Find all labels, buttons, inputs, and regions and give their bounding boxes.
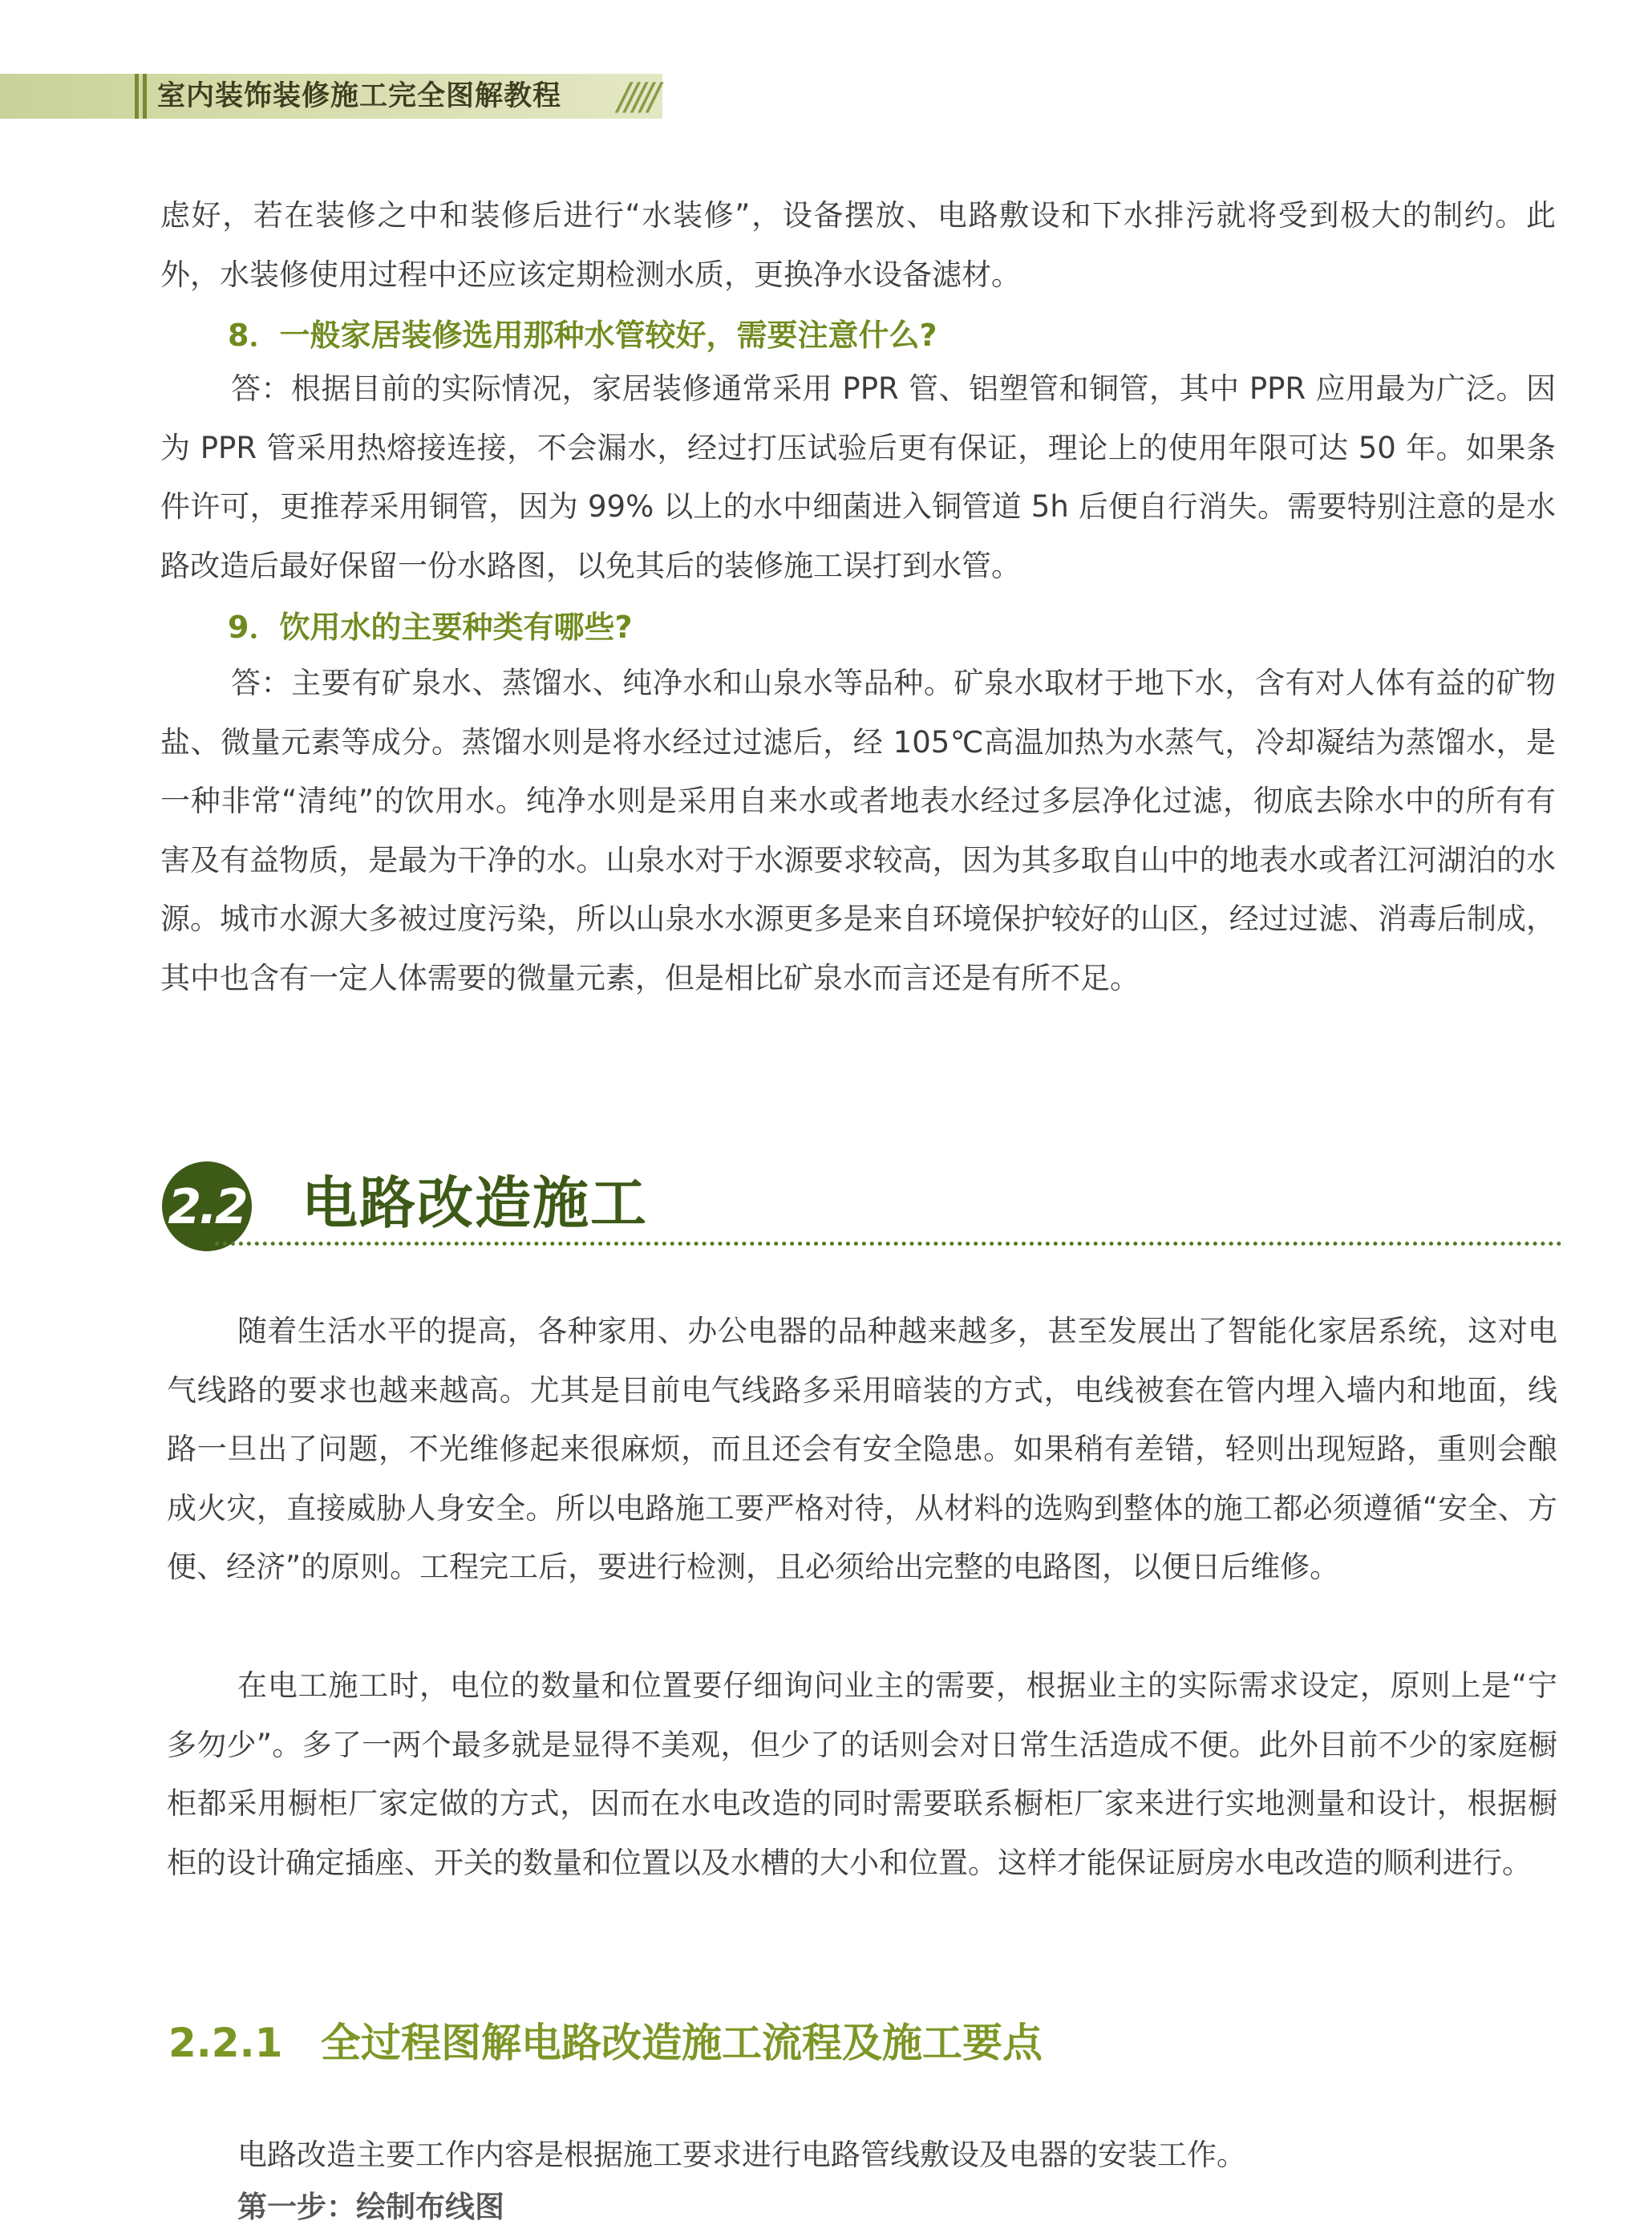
next-step-heading-partial: 第一步：绘制布线图 <box>237 2190 504 2224</box>
question-9-heading: 9．饮用水的主要种类有哪些? <box>228 610 633 645</box>
section-dotted-rule <box>215 1242 1562 1246</box>
section-title: 电路改造施工 <box>302 1170 648 1236</box>
intro-paragraph: 虑好，若在装修之中和装修后进行“水装修”，设备摆放、电路敷设和下水排污就将受到极大的制约。此外，水装修使用过程中还应该定期检测水质，更换净水设备滤材。 <box>160 198 1556 292</box>
header-divider <box>143 74 147 119</box>
section-number: 2.2 <box>168 1179 246 1235</box>
running-header-title: 室内装饰装修施工完全图解教程 <box>157 80 562 112</box>
question-8-heading: 8．一般家居装修选用那种水管较好，需要注意什么? <box>228 318 937 353</box>
header-slash-decoration: ///// <box>617 75 656 118</box>
question-9-answer: 答：主要有矿泉水、蒸馏水、纯净水和山泉水等品种。矿泉水取材于地下水，含有对人体有益的矿物盐、微量元素等成分。蒸馏水则是将水经过过滤后，经 105℃高温加热为水蒸气，冷却凝结为蒸馏水，是一种非常“清纯”的饮用水。纯净水则是采用自来水或者地表水经过多层净化过滤，彻底去除水中的所有有害及有益物质，是最为干净的水。山泉水对于水源要求较高，因为其多取自山中的地表水或者江河湖泊的水源。城市水源大多被过度污染，所以山泉水水源更多是来自环境保护较好的山区，经过过滤、消毒后制成，其中也含有一定人体需要的微量元素，但是相比矿泉水而言还是有所不足。 <box>160 666 1556 995</box>
subsection-title: 全过程图解电路改造施工流程及施工要点 <box>321 2020 1043 2066</box>
header-divider <box>135 74 139 119</box>
subsection-paragraph: 电路改造主要工作内容是根据施工要求进行电路管线敷设及电器的安装工作。 <box>237 2138 1246 2172</box>
question-8-answer: 答：根据目前的实际情况，家居装修通常采用 PPR 管、铝塑管和铜管，其中 PPR 应用最为广泛。因为 PPR 管采用热熔接连接，不会漏水，经过打压试验后更有保证，理论上的使用年限可达 50 年。如果条件许可，更推荐采用铜管，因为 99% 以上的水中细菌进入铜管道 5h 后便自行消失。需要特别注意的是水路改造后最好保留一份水路图，以免其后的装修施工误打到水管。 <box>160 371 1556 583</box>
section-paragraph-2: 在电工施工时，电位的数量和位置要仔细询问业主的需要，根据业主的实际需求设定，原则上是“宁多勿少”。多了一两个最多就是显得不美观，但少了的话则会对日常生活造成不便。此外目前不少的家庭橱柜都采用橱柜厂家定做的方式，因而在水电改造的同时需要联系橱柜厂家来进行实地测量和设计，根据橱柜的设计确定插座、开关的数量和位置以及水槽的大小和位置。这样才能保证厨房水电改造的顺利进行。 <box>167 1668 1557 1880</box>
section-paragraph-1: 随着生活水平的提高，各种家用、办公电器的品种越来越多，甚至发展出了智能化家居系统，这对电气线路的要求也越来越高。尤其是目前电气线路多采用暗装的方式，电线被套在管内埋入墙内和地面，线路一旦出了问题，不光维修起来很麻烦，而且还会有安全隐患。如果稍有差错，轻则出现短路，重则会酿成火灾，直接威胁人身安全。所以电路施工要严格对待，从材料的选购到整体的施工都必须遵循“安全、方便、经济”的原则。工程完工后，要进行检测，且必须给出完整的电路图，以便日后维修。 <box>167 1314 1557 1584</box>
subsection-number: 2.2.1 <box>168 2020 283 2066</box>
